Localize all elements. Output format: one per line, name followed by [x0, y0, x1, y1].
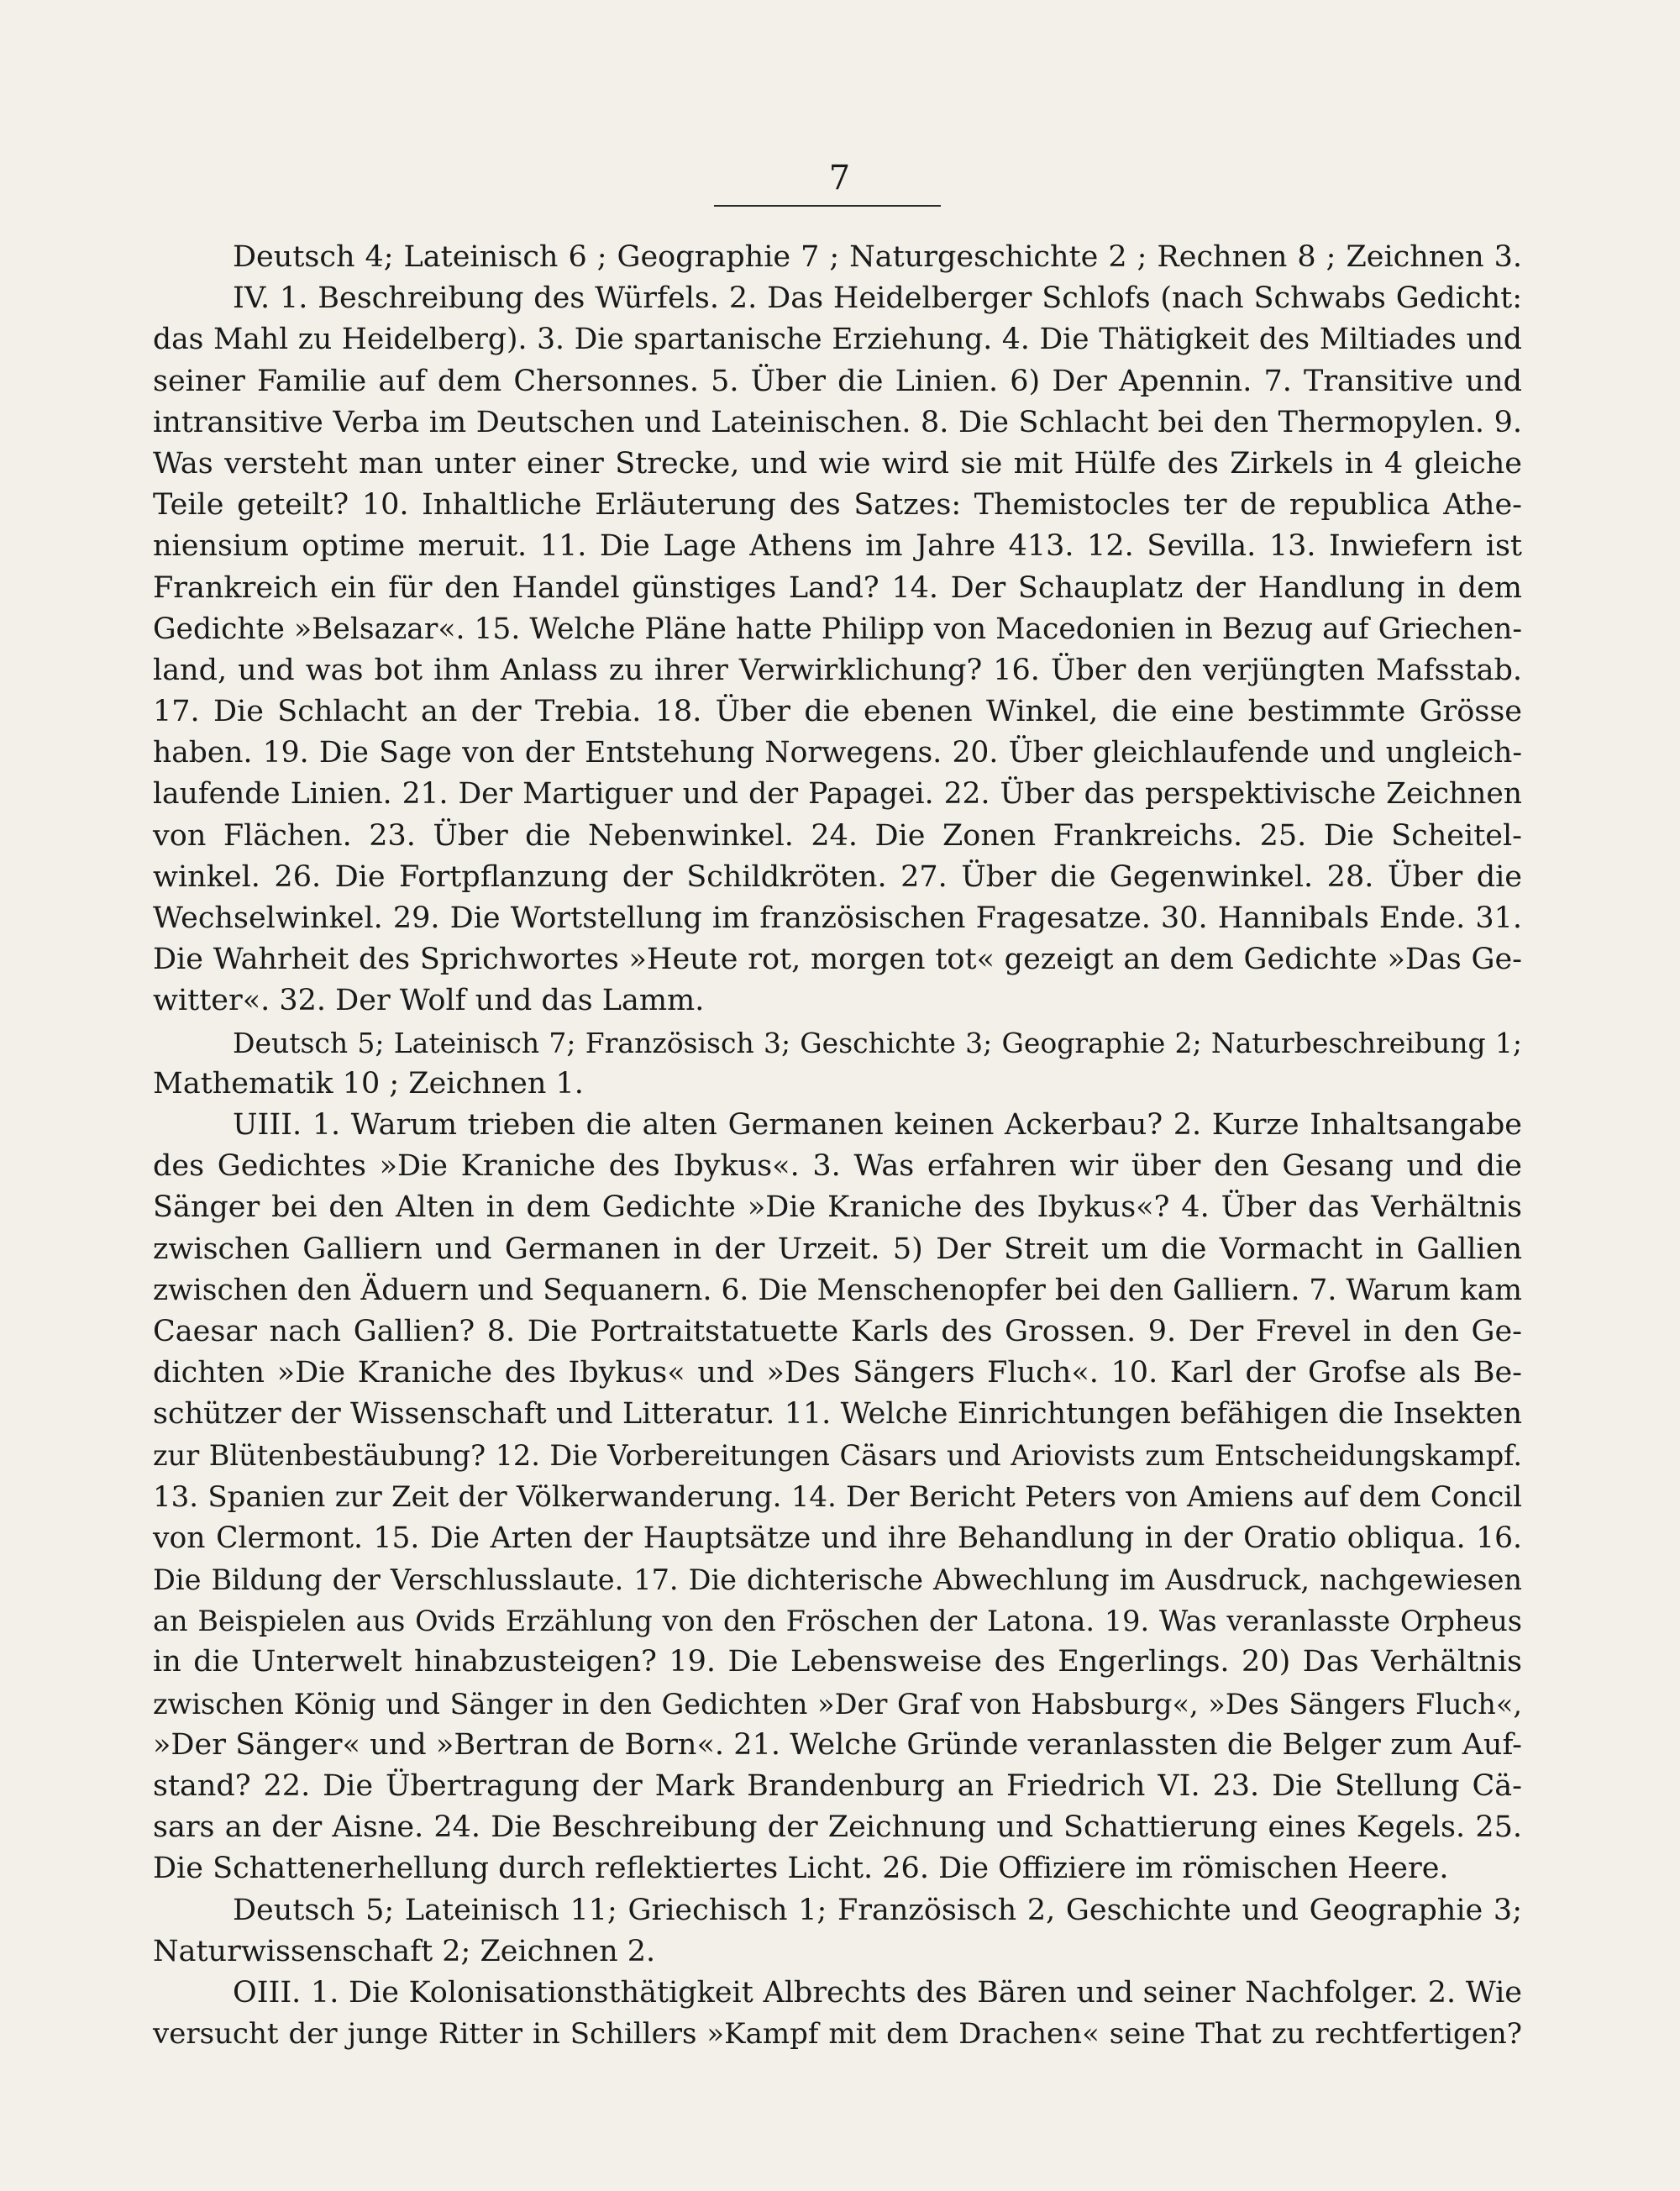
text-line: intransitive Verba im Deutschen und Lateinischen. 8. Die Schlacht bei den Thermopylen. 9. [153, 405, 1522, 439]
text-line: in die Unterwelt hinabzusteigen? 19. Die Lebensweise des Engerlings. 20) Das Verhältnis [153, 1645, 1522, 1679]
text-line: des Gedichtes »Die Kraniche des Ibykus«. 3. Was erfahren wir über den Gesang und die [153, 1149, 1522, 1184]
text-line: niensium optime meruit. 11. Die Lage Athens im Jahre 413. 12. Sevilla. 13. Inwiefern ist [153, 529, 1522, 564]
text-line: 13. Spanien zur Zeit der Völkerwanderung. 14. Der Bericht Peters von Amiens auf dem Concil [153, 1479, 1522, 1514]
text-line: Deutsch 5; Lateinisch 7; Französisch 3; Geschichte 3; Geographie 2; Naturbeschreibung 1; [233, 1026, 1522, 1059]
text-line: Gedichte »Belsazar«. 15. Welche Pläne hatte Philipp von Macedonien in Bezug auf Griechen- [153, 612, 1522, 646]
text-line: zwischen Galliern und Germanen in der Urzeit. 5) Der Streit um die Vormacht in Gallien [153, 1232, 1522, 1266]
text-line: Deutsch 5; Lateinisch 11; Griechisch 1; Französisch 2, Geschichte und Geographie 3; [233, 1893, 1522, 1927]
text-line: OIII. 1. Die Kolonisationsthätigkeit Albrechts des Bären und seiner Nachfolger. 2. Wie [233, 1975, 1522, 2010]
text-line: stand? 22. Die Übertragung der Mark Brandenburg an Friedrich VI. 23. Die Stellung Cä- [153, 1768, 1522, 1803]
text-line: an Beispielen aus Ovids Erzählung von den Fröschen der Latona. 19. Was veranlasste Orpheus [153, 1605, 1522, 1638]
text-line: Naturwissenschaft 2; Zeichnen 2. [153, 1934, 656, 1968]
text-line: Caesar nach Gallien? 8. Die Portraitstatuette Karls des Grossen. 9. Der Frevel in den Ge- [153, 1314, 1522, 1348]
page-number: 7 [828, 159, 852, 197]
text-line: land, und was bot ihm Anlass zu ihrer Verwirklichung? 16. Über den verjüngten Mafsstab. [153, 653, 1522, 687]
text-line: 17. Die Schlacht an der Trebia. 18. Über die ebenen Winkel, die eine bestimmte Grösse [153, 695, 1522, 729]
text-line: zwischen den Äduern und Sequanern. 6. Die Menschenopfer bei den Galliern. 7. Warum kam [153, 1273, 1522, 1307]
header-rule [714, 205, 941, 207]
text-line: Die Schattenerhellung durch reflektiertes Licht. 26. Die Offiziere im römischen Heere. [153, 1852, 1449, 1886]
text-line: von Flächen. 23. Über die Nebenwinkel. 24. Die Zonen Frankreichs. 25. Die Scheitel- [153, 818, 1522, 853]
body-text [153, 237, 1522, 2055]
text-line: UIII. 1. Warum trieben die alten Germanen keinen Ackerbau? 2. Kurze Inhaltsangabe [233, 1107, 1522, 1142]
text-line: Was versteht man unter einer Strecke, und wie wird sie mit Hülfe des Zirkels in 4 gleiche [153, 446, 1522, 481]
text-line: Teile geteilt? 10. Inhaltliche Erläuterung des Satzes: Themistocles ter de republica Athe- [153, 488, 1522, 523]
text-line: das Mahl zu Heidelberg). 3. Die spartanische Erziehung. 4. Die Thätigkeit des Miltiades und [153, 323, 1522, 357]
text-line: schützer der Wissenschaft und Litteratur. 11. Welche Einrichtungen befähigen die Insekten [153, 1397, 1522, 1432]
text-line: versucht der junge Ritter in Schillers »Kampf mit dem Drachen« seine That zu rechtfertigen? [153, 2017, 1522, 2052]
text-line: seiner Familie auf dem Chersonnes. 5. Über die Linien. 6) Der Apennin. 7. Transitive und [153, 364, 1522, 398]
text-line: IV. 1. Beschreibung des Würfels. 2. Das Heidelberger Schlofs (nach Schwabs Gedicht: [233, 281, 1522, 316]
text-line: witter«. 32. Der Wolf und das Lamm. [153, 984, 705, 1018]
text-line: »Der Sänger« und »Bertran de Born«. 21. Welche Gründe veranlassten die Belger zum Auf- [153, 1727, 1522, 1762]
text-line: laufende Linien. 21. Der Martiguer und der Papagei. 22. Über das perspektivische Zeichnen [153, 777, 1522, 812]
text-line: haben. 19. Die Sage von der Entstehung Norwegens. 20. Über gleichlaufende und ungleich- [153, 736, 1522, 770]
text-line: Die Bildung der Verschlusslaute. 17. Die dichterische Abwechlung im Ausdruck, nachgewiesen [153, 1563, 1522, 1596]
text-line: Mathematik 10 ; Zeichnen 1. [153, 1066, 584, 1101]
text-line: Wechselwinkel. 29. Die Wortstellung im französischen Fragesatze. 30. Hannibals Ende. 31. [153, 901, 1522, 935]
text-line: sars an der Aisne. 24. Die Beschreibung der Zeichnung und Schattierung eines Kegels. 25. [153, 1810, 1522, 1845]
text-line: winkel. 26. Die Fortpflanzung der Schildkröten. 27. Über die Gegenwinkel. 28. Über die [153, 859, 1522, 894]
text-line: dichten »Die Kraniche des Ibykus« und »Des Sängers Fluch«. 10. Karl der Grofse als Be- [153, 1356, 1522, 1390]
text-line: Frankreich ein für den Handel günstiges Land? 14. Der Schauplatz der Handlung in dem [153, 570, 1522, 605]
text-line: Deutsch 4; Lateinisch 6 ; Geographie 7 ; Naturgeschichte 2 ; Rechnen 8 ; Zeichnen 3. [233, 240, 1522, 274]
text-line: Sänger bei den Alten in dem Gedichte »Die Kraniche des Ibykus«? 4. Über das Verhältnis [153, 1190, 1522, 1225]
text-line: Die Wahrheit des Sprichwortes »Heute rot, morgen tot« gezeigt an dem Gedichte »Das Ge- [153, 943, 1522, 977]
text-line: zur Blütenbestäubung? 12. Die Vorbereitungen Cäsars und Ariovists zum Entscheidungskampf. [153, 1439, 1522, 1473]
text-line: von Clermont. 15. Die Arten der Hauptsätze und ihre Behandlung in der Oratio obliqua. 16. [153, 1521, 1522, 1555]
text-line: zwischen König und Sänger in den Gedichten »Der Graf von Habsburg«, »Des Sängers Fluch«, [153, 1687, 1522, 1721]
